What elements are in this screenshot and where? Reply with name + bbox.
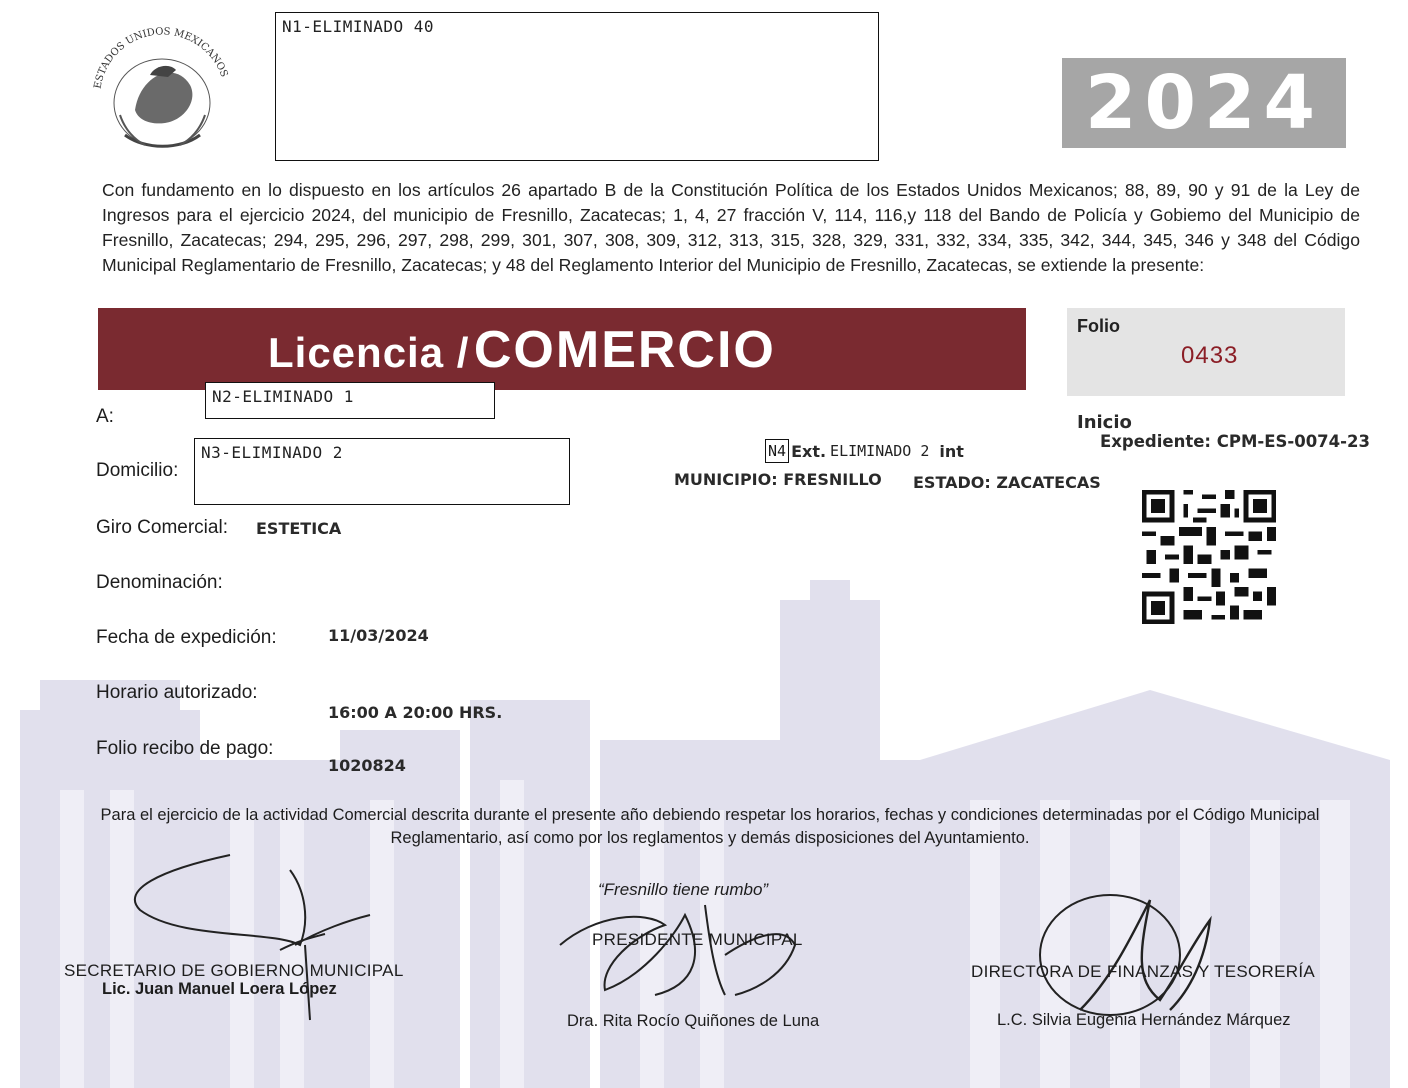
denomination-label: Denominación: — [96, 572, 223, 593]
issue-date-value: 11/03/2024 — [328, 626, 429, 645]
address-label: Domicilio: — [96, 460, 179, 481]
banner-title-licencia: Licencia / — [268, 329, 470, 376]
municipality-field: MUNICIPIO: FRESNILLO — [674, 470, 882, 489]
inicio-label: Inicio — [1077, 412, 1132, 433]
banner-title-comercio: COMERCIO — [473, 321, 776, 379]
redacted-box-n1 — [275, 12, 879, 161]
recipient-label: A: — [96, 406, 114, 427]
folio-number: 0433 — [1181, 342, 1239, 369]
mexican-coat-of-arms-seal — [80, 15, 245, 160]
seal-ring-text: ESTADOS UNIDOS MEXICANOS — [92, 26, 230, 90]
authorized-hours-label: Horario autorizado: — [96, 682, 258, 703]
banner-title — [268, 320, 776, 380]
redacted-box-n3 — [194, 438, 570, 505]
redaction-label-n3: N3-ELIMINADO 2 — [201, 443, 343, 462]
authorized-hours-value: 16:00 A 20:00 HRS. — [328, 703, 503, 722]
legal-basis-paragraph: Con fundamento en lo dispuesto en los artículos 26 apartado B de la Constitución Política de los Estados Unidos Mexicanos; 88, 89, 90 y 91 de la Ley de Ingresos para el ejercicio 2024, del municipio de Fresnillo, Zacatecas; 1, 4, 27 fracción V, 114, 116,y 118 del Bando de Policía y Gobiemo del Municipio de Fresnillo, Zacatecas; 294, 295, 296, 297, 298, 299, 301, 307, 308, 309, 312, 313, 315, 328, 329, 331, 332, 334, 335, 342, 344, 345, 346 y 348 del Código Municipal Reglamentario de Fresnillo, Zacatecas; y 48 del Reglamento Interior del Municipio de Fresnillo, Zacatecas, se extiende la presente: — [102, 180, 1360, 275]
secretario-title: SECRETARIO DE GOBIERNO MUNICIPAL — [64, 961, 404, 980]
conditions-note: Para el ejercicio de la actividad Comercial descrita durante el presente año debiendo respetar los horarios, fechas y condiciones determinadas por el Código Municipal Reglamentario, así como por los reglamentos y demás disposiciones del Ayuntamiento. — [100, 806, 1320, 847]
payment-receipt-value: 1020824 — [328, 756, 406, 775]
expediente-number: Expediente: CPM-ES-0074-23 — [1100, 432, 1370, 451]
secretario-name: Lic. Juan Manuel Loera López — [102, 980, 337, 998]
issue-date-label: Fecha de expedición: — [96, 627, 277, 648]
redaction-tag-n4: N4 — [765, 439, 789, 463]
redaction-label-n4: ELIMINADO 2 — [830, 442, 930, 460]
interior-number-label: int — [939, 441, 964, 461]
signature-presidente — [555, 895, 815, 1005]
folio-label: Folio — [1077, 316, 1120, 336]
state-field: ESTADO: ZACATECAS — [913, 473, 1101, 492]
directora-name: L.C. Silvia Eugenia Hernández Márquez — [997, 1011, 1291, 1029]
street-number-row — [765, 438, 964, 464]
qr-code — [1142, 490, 1276, 624]
directora-title: DIRECTORA DE FINANZAS Y TESORERÍA — [971, 962, 1315, 981]
signature-secretario — [120, 850, 380, 1030]
business-type-value: ESTETICA — [256, 519, 342, 538]
redaction-label-n1: N1-ELIMINADO 40 — [282, 17, 434, 36]
presidente-name: Dra. Rita Rocío Quiñones de Luna — [567, 1012, 820, 1030]
redacted-box-n2 — [205, 382, 495, 419]
year-text: 2024 — [1085, 60, 1323, 146]
presidente-title: PRESIDENTE MUNICIPAL — [592, 930, 803, 949]
business-type-label: Giro Comercial: — [96, 517, 228, 538]
slogan: “Fresnillo tiene rumbo” — [598, 880, 769, 899]
folio-box — [1067, 308, 1345, 396]
exterior-number-label: Ext. — [791, 441, 827, 461]
year-badge — [1062, 58, 1346, 148]
license-type-banner — [98, 308, 1026, 390]
payment-receipt-label: Folio recibo de pago: — [96, 738, 274, 759]
redaction-label-n2: N2-ELIMINADO 1 — [212, 387, 354, 406]
